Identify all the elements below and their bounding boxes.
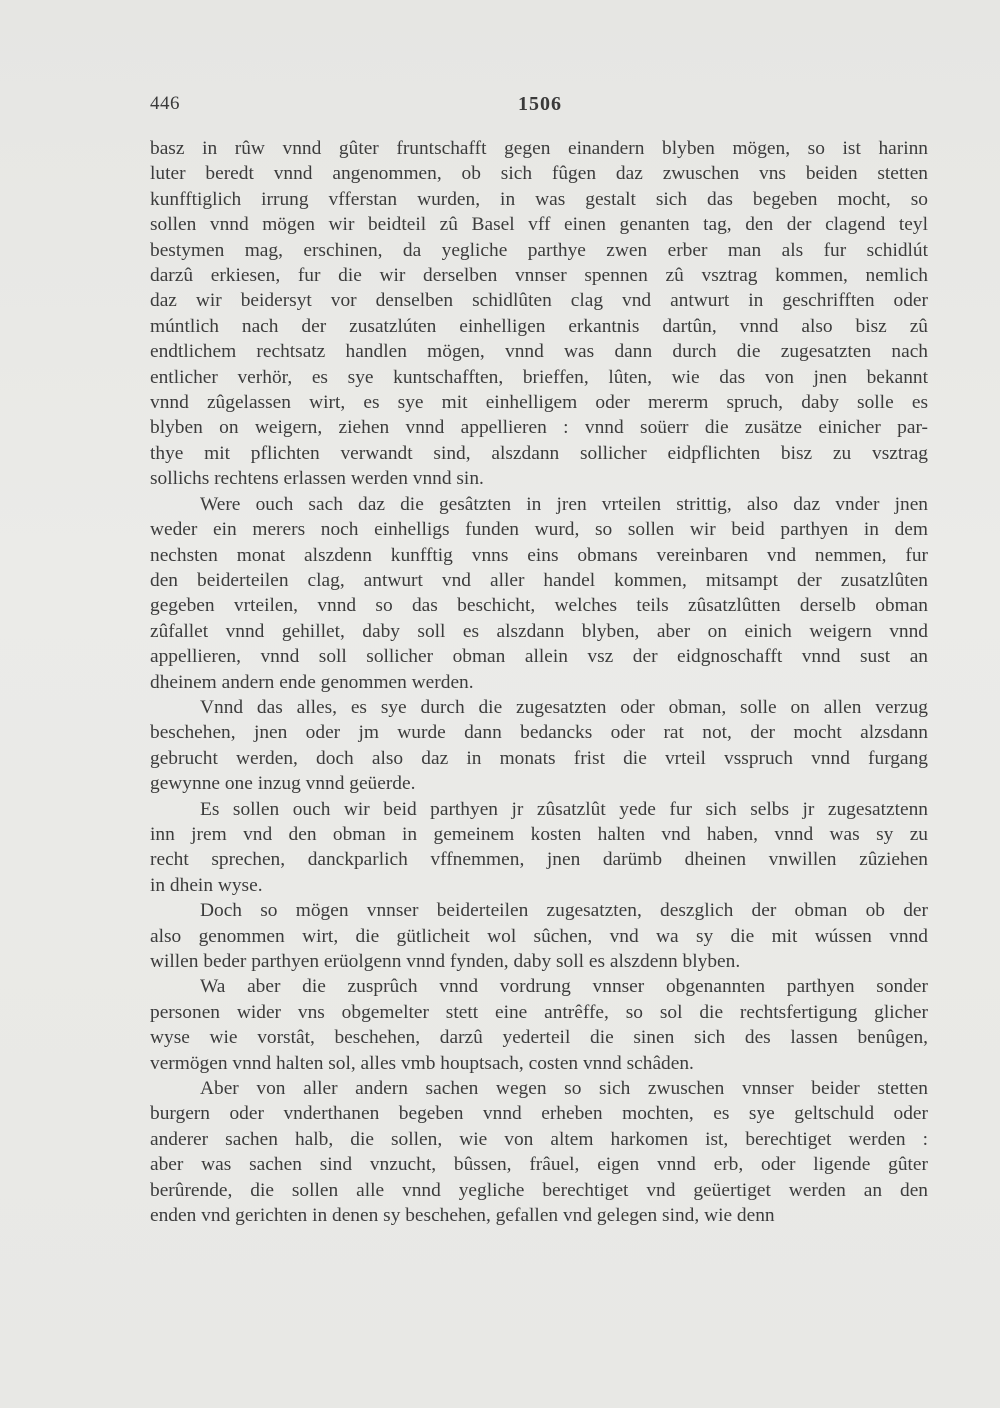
text-line: recht sprechen, danckparlich vffnemmen, jnen darümb dheinen vnwillen zûziehen bbox=[150, 849, 928, 871]
text-line: beschehen, jnen oder jm wurde dann bedancks oder rat not, der mocht alzsdann bbox=[150, 722, 928, 744]
text-line: luter beredt vnnd angenommen, ob sich fûgen daz zwuschen vns beiden stetten bbox=[150, 163, 928, 185]
paragraph bbox=[150, 492, 928, 695]
text-line: den beiderteilen clag, antwurt vnd aller handel kommen, mitsampt der zusatzlûten bbox=[150, 569, 928, 591]
page-header bbox=[150, 93, 930, 123]
text-line: enden vnd gerichten in denen sy beschehen, gefallen vnd gelegen sind, wie denn bbox=[150, 1205, 775, 1227]
year-heading: 1506 bbox=[518, 93, 562, 115]
text-line: daz wir beidersyt vor denselben schidlûten clag vnd antwurt in geschrifften oder bbox=[150, 290, 928, 312]
text-line: gegeben vrteilen, vnnd so das beschicht, welches teils zûsatzlûtten derselb obman bbox=[150, 595, 928, 617]
text-line: Wa aber die zusprûch vnnd vordrung vnnser obgenannten parthyen sonder bbox=[200, 976, 928, 998]
text-line: nechsten monat alszdenn kunfftig vnns eins obmans vereinbaren vnd nemmen, fur bbox=[150, 544, 928, 566]
text-line: also genommen wirt, die gütlicheit wol sûchen, vnd wa sy die mit wússen vnnd bbox=[150, 925, 928, 947]
text-line: weder ein merers noch einhelligs funden wurd, so sollen wir beid parthyen in dem bbox=[150, 519, 928, 541]
text-line: burgern oder vnderthanen begeben vnnd erheben mochten, es sye geltschuld oder bbox=[150, 1103, 928, 1125]
text-line: kunfftiglich irrung vfferstan wurden, in was gestalt sich das begeben mocht, so bbox=[150, 188, 928, 210]
text-line: Aber von aller andern sachen wegen so sich zwuschen vnnser beider stetten bbox=[200, 1078, 928, 1100]
paragraph bbox=[150, 974, 928, 1076]
text-line: sollichs rechtens erlassen werden vnnd sin. bbox=[150, 468, 484, 490]
text-line: sollen vnnd mögen wir beidteil zû Basel vff einen genanten tag, den der clagend teyl bbox=[150, 214, 928, 236]
text-line: Were ouch sach daz die gesâtzten in jren vrteilen strittig, also daz vnder jnen bbox=[200, 493, 928, 515]
text-line: wyse wie vorstât, beschehen, darzû yederteil die sinen sich des lassen benûgen, bbox=[150, 1027, 928, 1049]
text-line: bestymen mag, erschinen, da yegliche parthye zwen erber man als fur schidlút bbox=[150, 239, 928, 261]
text-line: blyben on weigern, ziehen vnnd appellieren : vnnd soüerr die zusätze einicher par- bbox=[150, 417, 928, 439]
text-line: vermögen vnnd halten sol, alles vmb houptsach, costen vnnd schâden. bbox=[150, 1052, 694, 1074]
text-line: thye mit pflichten verwandt sind, alszdann sollicher eidpflichten bisz zu vsztrag bbox=[150, 442, 928, 464]
text-line: anderer sachen halb, die sollen, wie von altem harkomen ist, berechtiget werden : bbox=[150, 1128, 928, 1150]
paragraph bbox=[150, 797, 928, 899]
text-line: aber was sachen sind vnzucht, bûssen, frâuel, eigen vnnd erb, oder ligende gûter bbox=[150, 1154, 928, 1176]
page-number: 446 bbox=[150, 93, 180, 114]
text-line: Doch so mögen vnnser beiderteilen zugesatzten, deszglich der obman ob der bbox=[200, 900, 928, 922]
text-line: gewynne one inzug vnnd geüerde. bbox=[150, 773, 416, 795]
paragraph bbox=[150, 1076, 928, 1228]
text-line: willen beder parthyen erüolgenn vnnd fynden, daby soll es alszdenn blyben. bbox=[150, 951, 741, 972]
text-line: appellieren, vnnd soll sollicher obman allein vsz der eidgnoschafft vnnd sust an bbox=[150, 646, 928, 668]
text-line: gebrucht werden, doch also daz in monats frist die vrteil vsspruch vnnd furgang bbox=[150, 747, 928, 769]
body-text bbox=[150, 136, 928, 1228]
text-line: inn jrem vnd den obman in gemeinem kosten halten vnd haben, vnnd was sy zu bbox=[150, 823, 928, 845]
text-line: Vnnd das alles, es sye durch die zugesatzten oder obman, solle on allen verzug bbox=[200, 696, 928, 718]
paragraph bbox=[150, 695, 928, 797]
text-line: basz in rûw vnnd gûter fruntschafft gegen einandern blyben mögen, so ist harinn bbox=[150, 138, 928, 159]
text-line: Es sollen ouch wir beid parthyen jr zûsatzlût yede fur sich selbs jr zugesatztenn bbox=[200, 798, 928, 820]
text-line: dheinem andern ende genommen werden. bbox=[150, 671, 474, 693]
text-line: darzû erkiesen, fur die wir derselben vnnser spennen zû vsztrag kommen, nemlich bbox=[150, 265, 928, 287]
text-line: in dhein wyse. bbox=[150, 874, 263, 896]
paragraph bbox=[150, 898, 928, 974]
text-line: múntlich nach der zusatzlúten einhelligen erkantnis dartûn, vnnd also bisz zû bbox=[150, 315, 928, 337]
paragraph bbox=[150, 136, 928, 492]
text-line: berûrende, die sollen alle vnnd yegliche berechtiget vnd geüertiget werden an den bbox=[150, 1179, 928, 1201]
text-line: zûfallet vnnd gehillet, daby soll es alszdann blyben, aber on einich weigern vnnd bbox=[150, 620, 928, 642]
text-line: entlicher verhör, es sye kuntschafften, brieffen, lûten, wie das von jnen bekannt bbox=[150, 366, 928, 388]
text-line: vnnd zûgelassen wirt, es sye mit einhelligem oder mererm spruch, daby solle es bbox=[150, 392, 928, 414]
text-line: endtlichem rechtsatz handlen mögen, vnnd was dann durch die zugesatzten nach bbox=[150, 341, 928, 363]
text-line: personen wider vns obgemelter stett eine antrêffe, so sol die rechtsfertigung glicher bbox=[150, 1001, 928, 1023]
